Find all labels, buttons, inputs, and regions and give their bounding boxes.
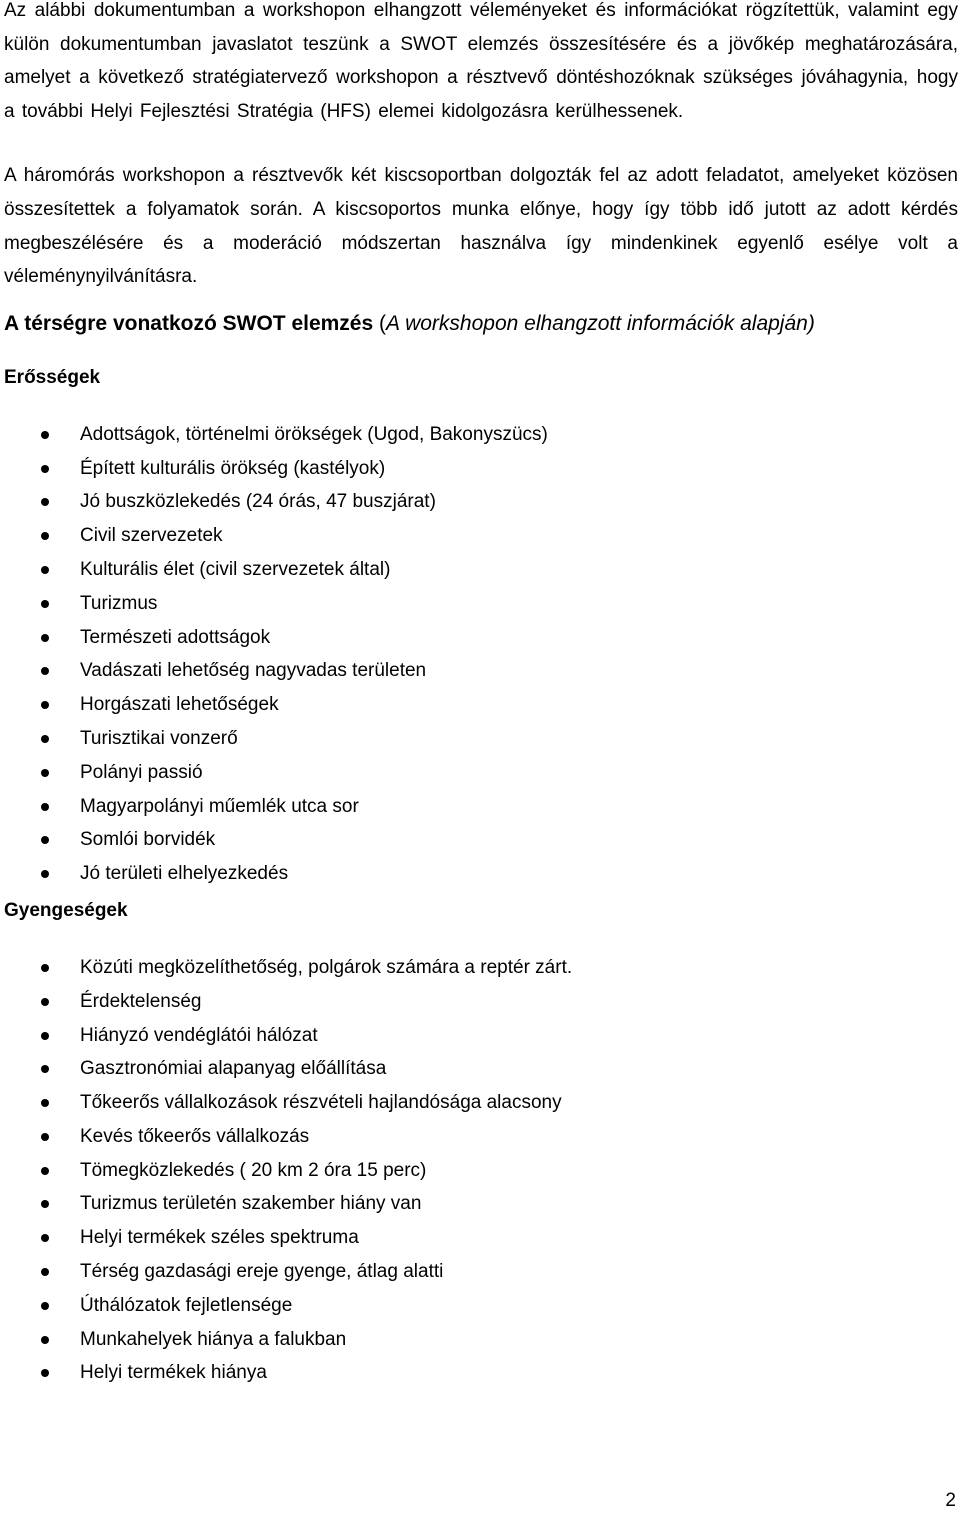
list-item-text: Turizmus	[80, 592, 158, 614]
bullet-icon	[41, 1200, 49, 1208]
list-item-text: Közúti megközelíthetőség, polgárok számára a reptér zárt.	[80, 956, 573, 978]
swot-heading-subtitle: A workshopon elhangzott információk alapján)	[386, 311, 815, 335]
list-item	[4, 1154, 958, 1188]
list-item-text: Munkahelyek hiánya a falukban	[80, 1328, 347, 1350]
bullet-icon	[41, 667, 49, 675]
bullet-icon	[41, 735, 49, 743]
list-item	[4, 1221, 958, 1255]
list-item	[4, 418, 958, 452]
bullet-icon	[41, 701, 49, 709]
document-page	[4, 0, 958, 1390]
list-item	[4, 985, 958, 1019]
list-item	[4, 1289, 958, 1323]
list-item-text: Polányi passió	[80, 761, 203, 783]
weaknesses-heading: Gyengeségek	[4, 899, 128, 921]
list-item-text: Helyi termékek széles spektruma	[80, 1227, 359, 1249]
bullet-icon	[41, 498, 49, 506]
swot-heading-paren: (	[379, 311, 387, 335]
list-item	[4, 857, 958, 891]
list-item-text: Kulturális élet (civil szervezetek által)	[80, 558, 391, 580]
bullet-icon	[41, 836, 49, 844]
page-number: 2	[945, 1490, 956, 1511]
list-item	[4, 756, 958, 790]
list-item	[4, 1086, 958, 1120]
list-item	[4, 1255, 958, 1289]
list-item	[4, 1323, 958, 1357]
list-item-text: Természeti adottságok	[80, 626, 271, 648]
bullet-icon	[41, 532, 49, 540]
strengths-list	[4, 418, 958, 891]
list-item	[4, 621, 958, 655]
list-item-text: Épített kulturális örökség (kastélyok)	[80, 457, 386, 479]
list-item-text: Térség gazdasági ereje gyenge, átlag alatti	[80, 1261, 444, 1283]
bullet-icon	[41, 1133, 49, 1141]
list-item-text: Turizmus területén szakember hiány van	[80, 1193, 422, 1215]
bullet-icon	[41, 1167, 49, 1175]
list-item	[4, 790, 958, 824]
swot-heading	[4, 309, 958, 339]
list-item-text: Hiányzó vendéglátói hálózat	[80, 1024, 318, 1046]
list-item	[4, 587, 958, 621]
list-item	[4, 688, 958, 722]
bullet-icon	[41, 600, 49, 608]
list-item-text: Tömegközlekedés ( 20 km 2 óra 15 perc)	[80, 1159, 427, 1181]
list-item-text: Helyi termékek hiánya	[80, 1362, 267, 1384]
list-item-text: Civil szervezetek	[80, 525, 223, 547]
bullet-icon	[41, 1032, 49, 1040]
list-item	[4, 654, 958, 688]
list-item-text: Kevés tőkeerős vállalkozás	[80, 1125, 310, 1147]
list-item-text: Vadászati lehetőség nagyvadas területen	[80, 660, 427, 682]
list-item-text: Úthálózatok fejletlensége	[80, 1294, 293, 1316]
strengths-heading: Erősségek	[4, 366, 101, 388]
intro-paragraph: Az alábbi dokumentumban a workshopon elhangzott véleményeket és információkat rögzítettük, valamint egy külön dokumentumban javaslatot teszünk a SWOT elemzés összesítésére és a jövőkép meghatározására, amelyet a következő stratégiatervező workshopon a résztvevő döntéshozóknak szükséges jóváhagynia, hogy a további Helyi Fejlesztési Stratégia (HFS) elemei kidolgozásra kerülhessenek.	[4, 0, 958, 122]
list-item-text: Gasztronómiai alapanyag előállítása	[80, 1058, 387, 1080]
bullet-icon	[41, 634, 49, 642]
bullet-icon	[41, 1099, 49, 1107]
list-item-text: Tőkeerős vállalkozások részvételi hajlandósága alacsony	[80, 1092, 562, 1114]
list-item-text: Jó területi elhelyezkedés	[80, 863, 289, 885]
list-item	[4, 1019, 958, 1053]
list-item	[4, 823, 958, 857]
list-item	[4, 1052, 958, 1086]
bullet-icon	[41, 803, 49, 811]
bullet-icon	[41, 964, 49, 972]
list-item-text: Érdektelenség	[80, 990, 202, 1012]
list-item-text: Horgászati lehetőségek	[80, 694, 279, 716]
bullet-icon	[41, 870, 49, 878]
list-item	[4, 452, 958, 486]
bullet-icon	[41, 998, 49, 1006]
list-item	[4, 951, 958, 985]
list-item-text: Somlói borvidék	[80, 829, 216, 851]
bullet-icon	[41, 1268, 49, 1276]
bullet-icon	[41, 465, 49, 473]
list-item-text: Adottságok, történelmi örökségek (Ugod, Bakonyszücs)	[80, 423, 548, 445]
bullet-icon	[41, 431, 49, 439]
list-item	[4, 1187, 958, 1221]
bullet-icon	[41, 566, 49, 574]
list-item	[4, 1120, 958, 1154]
bullet-icon	[41, 769, 49, 777]
list-item	[4, 1356, 958, 1390]
bullet-icon	[41, 1234, 49, 1242]
bullet-icon	[41, 1336, 49, 1344]
list-item-text: Magyarpolányi műemlék utca sor	[80, 795, 359, 817]
list-item	[4, 722, 958, 756]
weaknesses-list	[4, 951, 958, 1390]
list-item	[4, 485, 958, 519]
list-item	[4, 553, 958, 587]
bullet-icon	[41, 1065, 49, 1073]
swot-heading-title: A térségre vonatkozó SWOT elemzés	[4, 311, 374, 335]
method-paragraph: A háromórás workshopon a résztvevők két kiscsoportban dolgozták fel az adott feladatot, amelyeket közösen összesítettek a folyamatok során. A kiscsoportos munka előnye, hogy így több idő jutott az adott kérdés megbeszélésére és a moderáció módszertan használva így mindenkinek egyenlő esélye volt a véleménynyilvánításra.	[4, 165, 958, 288]
list-item	[4, 519, 958, 553]
list-item-text: Turisztikai vonzerő	[80, 727, 238, 749]
bullet-icon	[41, 1302, 49, 1310]
bullet-icon	[41, 1369, 49, 1377]
list-item-text: Jó buszközlekedés (24 órás, 47 buszjárat)	[80, 491, 436, 513]
